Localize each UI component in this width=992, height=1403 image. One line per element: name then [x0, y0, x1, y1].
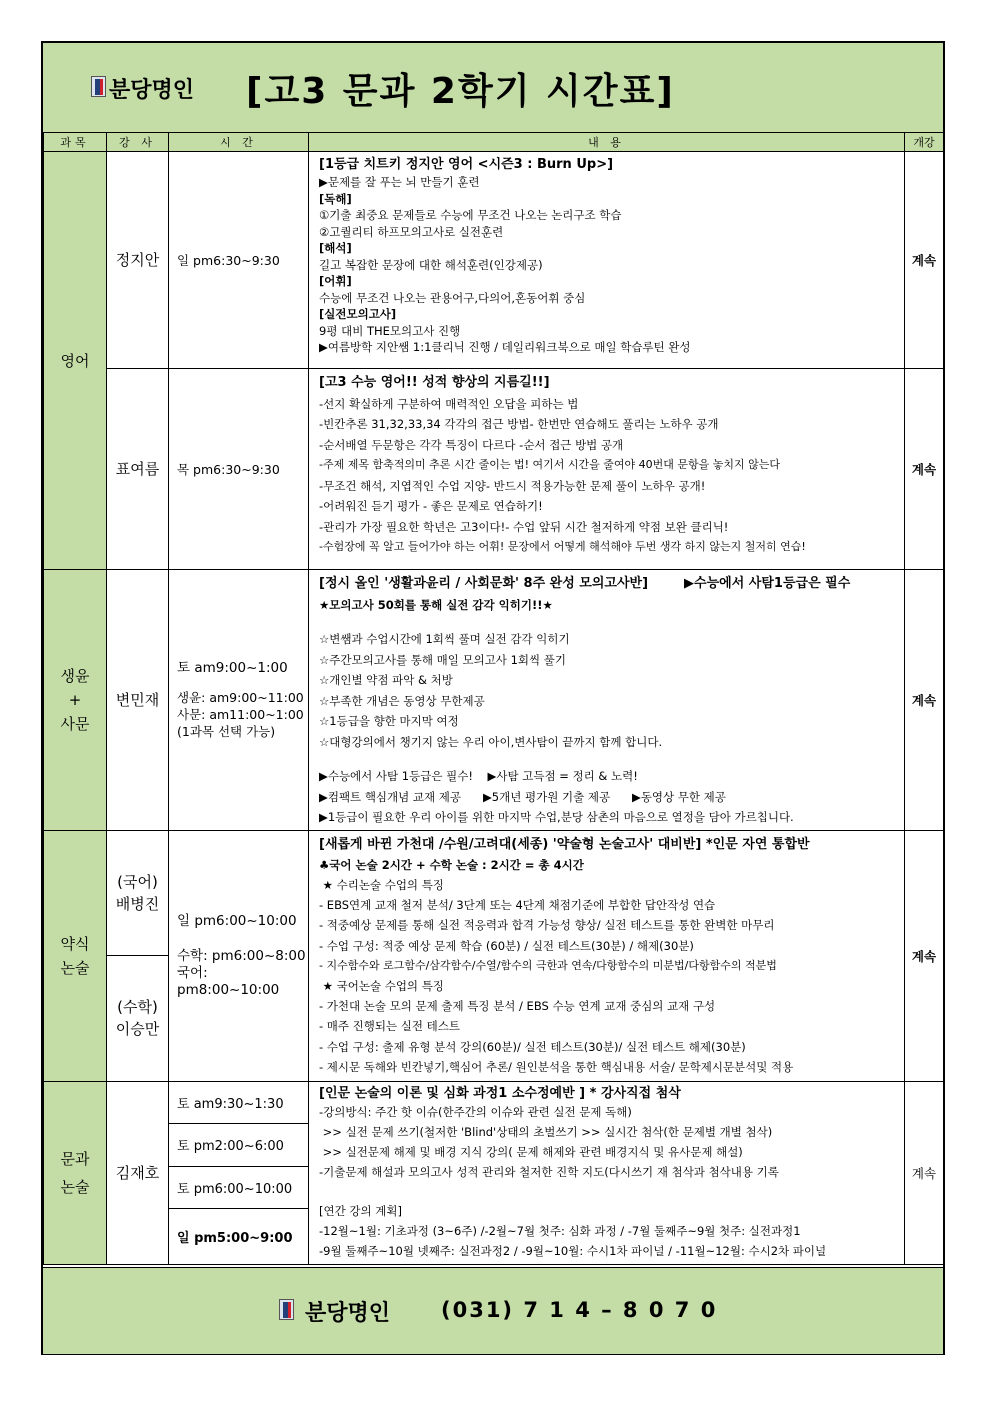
content-line: ★ 국어논술 수업의 특징 — [319, 978, 444, 993]
open-status: 계속 — [905, 570, 944, 831]
content-line: >> 실전문제 해제 및 배경 지식 강의( 문제 해제와 관련 배경지식 및 유사문제 해설) — [319, 1144, 743, 1159]
teacher-name: 정지안 — [107, 152, 169, 369]
content-line: 9평 대비 THE모의고사 진행 — [319, 323, 461, 338]
course-content — [309, 570, 905, 831]
teacher-name: 표여름 — [107, 369, 169, 570]
schedule-sheet — [41, 41, 945, 1355]
content-line: ▶수능에서 사탐 1등급은 필수! ▶사탐 고득점 = 정리 & 노력! — [319, 769, 638, 783]
course-title: [인문 논술의 이론 및 심화 과정1 소수정예반 ] * 강사직접 첨삭 — [319, 1085, 681, 1101]
teacher-name: 김재호 — [107, 1081, 169, 1264]
class-time — [169, 830, 309, 1081]
content-line: -선지 확실하게 구분하여 매력적인 오답을 피하는 법 — [319, 396, 579, 411]
content-line: [실전모의고사] — [319, 307, 397, 321]
class-time: 일 pm6:30~9:30 — [169, 152, 309, 369]
course-content — [309, 830, 905, 1081]
content-line: -수험장에 꼭 알고 들어가야 하는 어휘! 문장에서 어떻게 해석해야 두번 생각 하지 않는지 철저히 연습! — [319, 540, 806, 553]
table-row — [44, 570, 944, 831]
course-title-note: ▶수능에서 사탐1등급은 필수 — [684, 576, 851, 591]
content-line: ☆주간모의고사를 통해 매일 모의고사 1회씩 풀기 — [319, 652, 566, 667]
footer-brand: 분당명인 — [305, 1301, 391, 1326]
table-row — [44, 152, 944, 369]
time-main: 토 am9:00~1:00 — [177, 659, 288, 676]
content-line: 수능에 무조건 나오는 관용어구,다의어,혼동어휘 중심 — [319, 290, 586, 305]
content-line: ☆1등급을 향한 마지막 여정 — [319, 714, 459, 728]
content-line: - 제시문 독해와 빈칸넣기,핵심어 추론/ 원인분석을 통한 핵심내용 서술/ 문학제시문분석및 적용 — [319, 1059, 794, 1074]
time-sub: 생윤: am9:00~11:00 — [177, 689, 304, 705]
content-line: >> 실전 문제 쓰기(철저한 'Blind'상태의 초벌쓰기 >> 실시간 첨삭(한 문제별 개별 첨삭) — [319, 1125, 773, 1140]
content-line: - 적중예상 문제를 통해 실전 적응력과 합격 가능성 향상/ 실전 테스트를 통한 완벽한 마무리 — [319, 918, 775, 933]
col-subject: 과목 — [44, 133, 107, 152]
content-line: ▶문제를 잘 푸는 뇌 만들기 훈련 — [319, 175, 480, 189]
course-title: [새롭게 바뀐 가천대 /수원/고려대(세종) '약술형 논술고사' 대비반] *인문 자연 통합반 — [319, 836, 810, 852]
course-title-row — [319, 574, 898, 595]
class-time: 목 pm6:30~9:30 — [169, 369, 309, 570]
table-row — [44, 369, 944, 570]
content-line: ▶1등급이 필요한 우리 아이를 위한 마지막 수업,분당 삼촌의 마음으로 열정을 담아 가르칩니다. — [319, 810, 794, 824]
course-title: [정시 올인 '생활과윤리 / 사회문화' 8주 완성 모의고사반] — [319, 576, 649, 591]
col-open: 개강 — [905, 133, 944, 152]
open-status: 계속 — [905, 369, 944, 570]
content-line: -무조건 해석, 지엽적인 수업 지양- 반드시 적용가능한 문제 풀이 노하우 공개! — [319, 478, 706, 493]
content-line: - 수업 구성: 출제 유형 분석 강의(60분)/ 실전 테스트(30분)/ 실전 테스트 해제(30분) — [319, 1039, 746, 1054]
time-sub: 국어: pm8:00~10:00 — [177, 964, 280, 998]
page-footer — [43, 1267, 943, 1354]
timetable — [43, 132, 944, 1265]
content-line: - 매주 진행되는 실전 테스트 — [319, 1019, 460, 1034]
class-time — [169, 570, 309, 831]
subject-nonsul: 문과 논술 — [44, 1081, 107, 1264]
time-sub: 사문: am11:00~1:00 — [177, 706, 304, 722]
content-line: - 지수함수와 로그함수/삼각함수/수열/함수의 극한과 연속/다항함수의 미분법/다항함수의 적분법 — [319, 958, 777, 972]
open-status: 계속 — [905, 1081, 944, 1264]
content-line: ☆개인별 약점 파악 & 처방 — [319, 673, 453, 687]
table-header-row — [44, 133, 944, 152]
content-line: -12월~1월: 기초과정 (3~6주) /-2월~7월 첫주: 심화 과정 / -7월 둘째주~9월 첫주: 실전과정1 — [319, 1224, 801, 1239]
content-line: - 수업 구성: 적중 예상 문제 학습 (60분) / 실전 테스트(30분) / 해제(30분) — [319, 938, 694, 953]
content-line: ▶컴팩트 핵심개념 교재 제공 ▶5개년 평가원 기출 제공 ▶동영상 무한 제공 — [319, 789, 726, 804]
content-line: -순서배열 두문항은 각각 특징이 다르다 -순서 접근 방법 공개 — [319, 437, 624, 452]
subject-yaksik: 약식 논술 — [44, 830, 107, 1081]
teacher-name: (수학) 이승만 — [107, 955, 169, 1081]
content-line: - 가천대 논술 모의 문제 출제 특징 분석 / EBS 수능 연계 교재 중심의 교재 구성 — [319, 999, 716, 1014]
academy-logo-icon — [91, 76, 106, 97]
content-line: 길고 복잡한 문장에 대한 해석훈련(인강제공) — [319, 257, 543, 272]
table-row — [44, 1081, 944, 1124]
content-line: -빈칸추론 31,32,33,34 각각의 접근 방법- 한번만 연습해도 풀리는 노하우 공개 — [319, 417, 719, 431]
page-title: [고3 문과 2학기 시간표] — [246, 71, 675, 112]
page-header — [43, 43, 943, 133]
open-status: 계속 — [905, 152, 944, 369]
content-line: [어휘] — [319, 274, 352, 288]
course-content — [309, 152, 905, 369]
footer-phone: (031) 7 1 4 – 8 0 7 0 — [441, 1298, 718, 1322]
content-line: ②고퀄리티 하프모의고사로 실전훈련 — [319, 224, 504, 239]
content-line: [독해] — [319, 191, 352, 206]
content-line: -강의방식: 주간 핫 이슈(한주간의 이슈와 관련 실전 문제 독해) — [319, 1105, 632, 1120]
content-line: -어려워진 듣기 평가 - 좋은 문제로 연습하기! — [319, 499, 543, 513]
class-time: 토 am9:30~1:30 — [169, 1081, 309, 1124]
content-line: -9월 둘째주~10월 넷째주: 실전과정2 / -9월~10월: 수시1차 파이널 / -11월~12월: 수시2차 파이널 — [319, 1244, 827, 1259]
content-line: ①기출 최중요 문제들로 수능에 무조건 나오는 논리구조 학습 — [319, 208, 622, 222]
open-status: 계속 — [905, 830, 944, 1081]
content-line: ▶여름방학 지안쌤 1:1클리닉 진행 / 데일리워크북으로 매일 학습루틴 완성 — [319, 340, 691, 354]
col-time: 시 간 — [169, 133, 309, 152]
subject-english: 영어 — [44, 152, 107, 570]
content-line: -관리가 가장 필요한 학년은 고3이다!- 수업 앞뒤 시간 철저하게 약점 보완 클리닉! — [319, 519, 729, 534]
course-content — [309, 1081, 905, 1264]
course-title: [고3 수능 영어!! 성적 향상의 지름길!!] — [319, 375, 550, 390]
content-line: -주제 제목 함축적의미 추론 시간 줄이는 법! 여기서 시간을 줄여야 40번대 문항을 놓치지 않는다 — [319, 458, 780, 471]
content-line: [해석] — [319, 241, 352, 255]
academy-logo-icon — [279, 1299, 294, 1320]
col-teacher: 강 사 — [107, 133, 169, 152]
course-content — [309, 369, 905, 570]
content-line: ☆변쌤과 수업시간에 1회씩 풀며 실전 감각 익히기 — [319, 632, 570, 646]
content-line: ♣국어 논술 2시간 + 수학 논술 : 2시간 = 총 4시간 — [319, 857, 584, 872]
table-row — [44, 830, 944, 955]
content-line: ☆대형강의에서 챙기지 않는 우리 아이,변사탐이 끝까지 함께 합니다. — [319, 734, 663, 749]
content-line: ★ 수리논술 수업의 특징 — [319, 877, 444, 892]
teacher-name: (국어) 배병진 — [107, 830, 169, 955]
class-time: 토 pm2:00~6:00 — [169, 1124, 309, 1167]
content-line: ☆부족한 개념은 동영상 무한제공 — [319, 693, 485, 708]
time-sub: (1과목 선택 가능) — [177, 723, 276, 739]
content-line: [연간 강의 계획] — [319, 1204, 402, 1219]
class-time: 일 pm5:00~9:00 — [169, 1209, 309, 1265]
col-content: 내 용 — [309, 133, 905, 152]
time-sub: 수학: pm6:00~8:00 — [177, 947, 306, 964]
time-main: 일 pm6:00~10:00 — [177, 912, 297, 929]
class-time: 토 pm6:00~10:00 — [169, 1166, 309, 1209]
teacher-name: 변민재 — [107, 570, 169, 831]
content-line: -기출문제 해설과 모의고사 성적 관리와 철저한 진학 지도(다시쓰기 재 첨삭과 첨삭내용 기록 — [319, 1164, 779, 1179]
content-line: - EBS연계 교재 철저 분석/ 3단계 또는 4단계 채점기준에 부합한 답안작성 연습 — [319, 898, 716, 913]
content-line: ★모의고사 50회를 통해 실전 감각 익히기!!★ — [319, 597, 553, 612]
subject-ethics-society: 생윤 + 사문 — [44, 570, 107, 831]
course-title: [1등급 치트키 정지안 영어 <시즌3 : Burn Up>] — [319, 157, 614, 172]
header-brand: 분당명인 — [109, 78, 195, 103]
